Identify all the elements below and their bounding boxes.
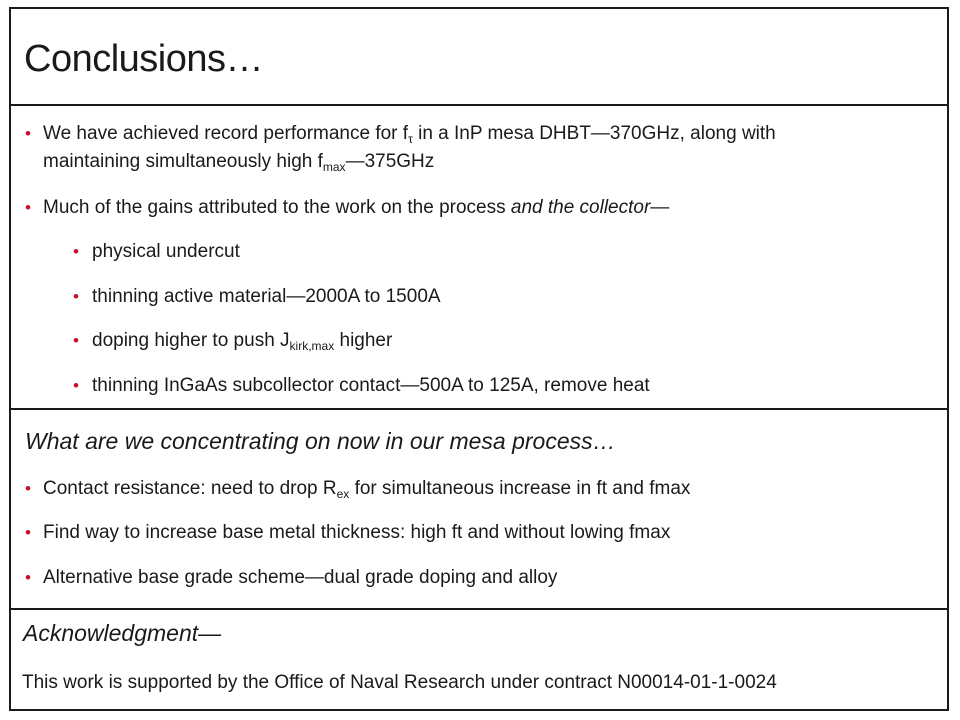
sub-item-doping [92,330,392,352]
bullet-marker: • [73,331,79,350]
page-title: Conclusions… [24,38,263,80]
bullet-marker: • [73,242,79,261]
bullet-marker: • [25,198,31,217]
text-fragment: — [650,197,670,218]
text-fragment: maintaining simultaneously high f [43,151,323,172]
conclusion-item-1-line-2 [43,151,434,173]
text-fragment: in a InP mesa DHBT—370GHz, along with [412,123,776,144]
text-fragment: Much of the gains attributed to the work on the process [43,197,511,218]
bullet-marker: • [25,523,31,542]
focus-item-contact-resistance [43,478,690,500]
focus-item-base-grade: Alternative base grade scheme—dual grade doping and alloy [43,567,558,588]
conclusion-item-2 [43,197,669,219]
bullet-marker: • [73,376,79,395]
text-fragment: Contact resistance: need to drop R [43,478,337,499]
focus-heading: What are we concentrating on now in our mesa process… [25,428,616,454]
bullet-marker: • [25,568,31,587]
focus-item-base-metal: Find way to increase base metal thickness: high ft and without lowing fmax [43,522,671,543]
text-fragment: doping higher to push J [92,330,290,351]
text-fragment: higher [334,330,393,351]
sub-item-thinning-active: thinning active material—2000A to 1500A [92,286,441,307]
subscript: ex [336,487,350,501]
bullet-marker: • [25,124,31,143]
text-fragment: Acknowledgment [23,620,199,646]
subscript: kirk,max [289,339,335,353]
text-fragment: —375GHz [345,151,435,172]
sub-item-undercut: physical undercut [92,241,240,262]
text-fragment: We have achieved record performance for f [43,123,409,144]
conclusion-item-1-line-1 [43,123,776,145]
text-fragment: for simultaneous increase in ft and fmax [349,478,691,499]
acknowledgment-text: This work is supported by the Office of Naval Research under contract N00014-01-1-0024 [22,672,777,693]
bullet-marker: • [73,287,79,306]
acknowledgment-heading [23,620,221,647]
subscript: max [322,160,346,174]
bullet-marker: • [25,479,31,498]
sub-item-subcollector: thinning InGaAs subcollector contact—500A to 125A, remove heat [92,375,650,396]
italic-text: and the collector [510,197,651,218]
text-fragment: — [198,620,222,646]
subscript: τ [408,132,413,146]
